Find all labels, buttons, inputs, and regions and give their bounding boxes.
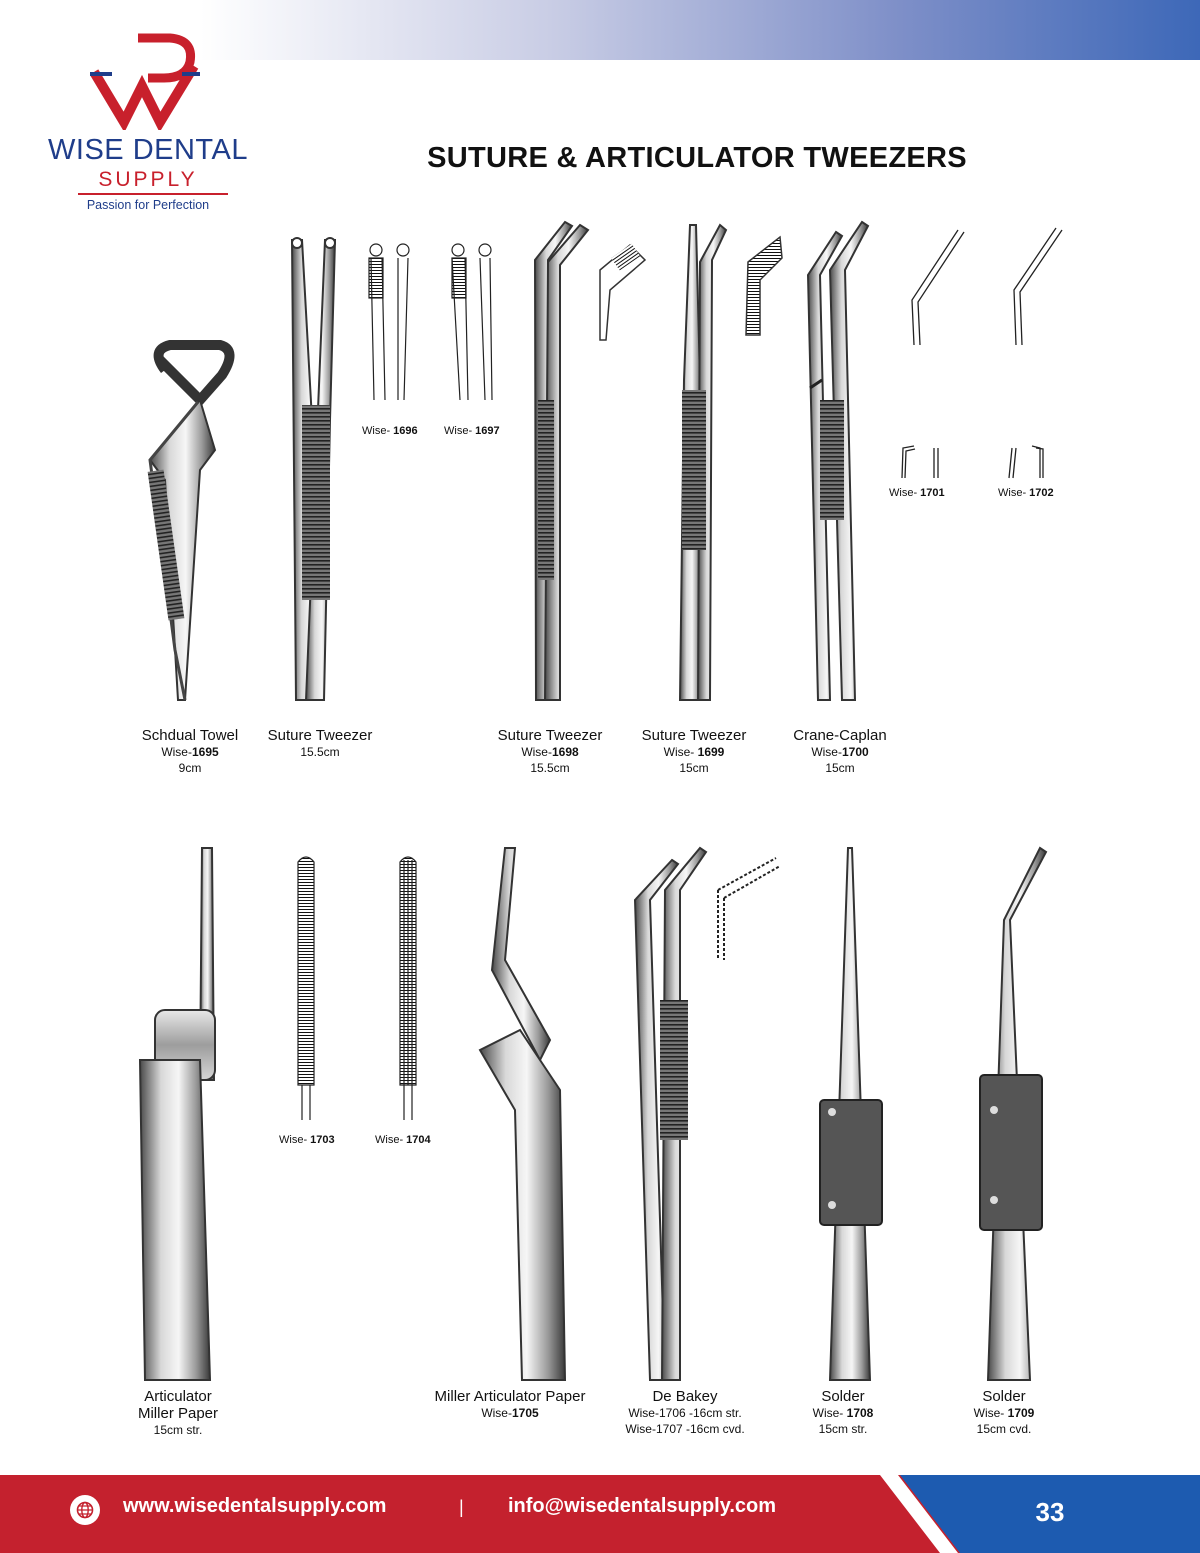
- instrument-articulator-miller-paper: [140, 848, 215, 1380]
- product-label-1706-1707: De Bakey Wise-1706 -16cm str. Wise-1707 -16cm cvd.: [625, 1388, 745, 1436]
- variant-code-1702: Wise- 1702: [998, 487, 1054, 499]
- website-link[interactable]: www.wisedentalsupply.com: [123, 1495, 387, 1517]
- page-title: SUTURE & ARTICULATOR TWEEZERS: [427, 142, 967, 174]
- variant-code-1697: Wise- 1697: [444, 425, 500, 437]
- variant-code-1704: Wise- 1704: [375, 1134, 431, 1146]
- email-link[interactable]: info@wisedentalsupply.com: [508, 1495, 777, 1517]
- globe-icon: [70, 1495, 100, 1525]
- line-drawing-1696: [369, 244, 409, 400]
- brand-tagline: Passion for Perfection: [86, 198, 210, 212]
- product-label-1699: Suture Tweezer Wise- 1699 15cm: [641, 727, 747, 775]
- instrument-1700-crane-caplan: [808, 222, 868, 700]
- product-label-suture-tweezer: Suture Tweezer 15.5cm: [267, 727, 373, 759]
- product-label-1698: Suture Tweezer Wise-1698 15.5cm: [497, 727, 603, 775]
- line-drawing-1701: [902, 230, 964, 478]
- instrument-1708-solder: [820, 848, 882, 1380]
- variant-code-1703: Wise- 1703: [279, 1134, 335, 1146]
- instrument-1695-schdual-towel: [148, 345, 230, 700]
- brand-name: WISE DENTAL: [48, 134, 248, 166]
- page-number: 33: [1035, 1497, 1065, 1527]
- footer-separator: |: [459, 1497, 464, 1517]
- product-label-1709: Solder Wise- 1709 15cm cvd.: [973, 1388, 1035, 1436]
- instrument-1709-solder: [980, 848, 1046, 1380]
- instrument-suture-tweezer-15-5: [292, 238, 335, 700]
- variant-code-1701: Wise- 1701: [889, 487, 945, 499]
- instrument-1699-suture-tweezer: [680, 225, 782, 700]
- variant-code-1696: Wise- 1696: [362, 425, 418, 437]
- page-footer: [0, 1475, 1200, 1553]
- product-label-1695: Schdual Towel Wise-1695 9cm: [141, 727, 239, 775]
- line-drawing-1697: [452, 244, 492, 400]
- product-label-articulator-miller-paper: Articulator Miller Paper 15cm str.: [137, 1388, 219, 1437]
- product-label-1700: Crane-Caplan Wise-1700 15cm: [793, 727, 887, 775]
- line-drawing-1704: [400, 857, 416, 1120]
- product-label-1708: Solder Wise- 1708 15cm str.: [812, 1388, 874, 1436]
- line-drawing-1702: [1009, 228, 1062, 478]
- brand-subname: SUPPLY: [98, 168, 198, 191]
- instrument-1705-miller-articulator-paper: [480, 848, 565, 1380]
- instrument-1698-suture-tweezer: [535, 222, 645, 700]
- line-drawing-1703: [298, 857, 314, 1120]
- instrument-1706-de-bakey: [635, 848, 780, 1380]
- product-label-1705: Miller Articulator Paper Wise-1705: [434, 1388, 586, 1420]
